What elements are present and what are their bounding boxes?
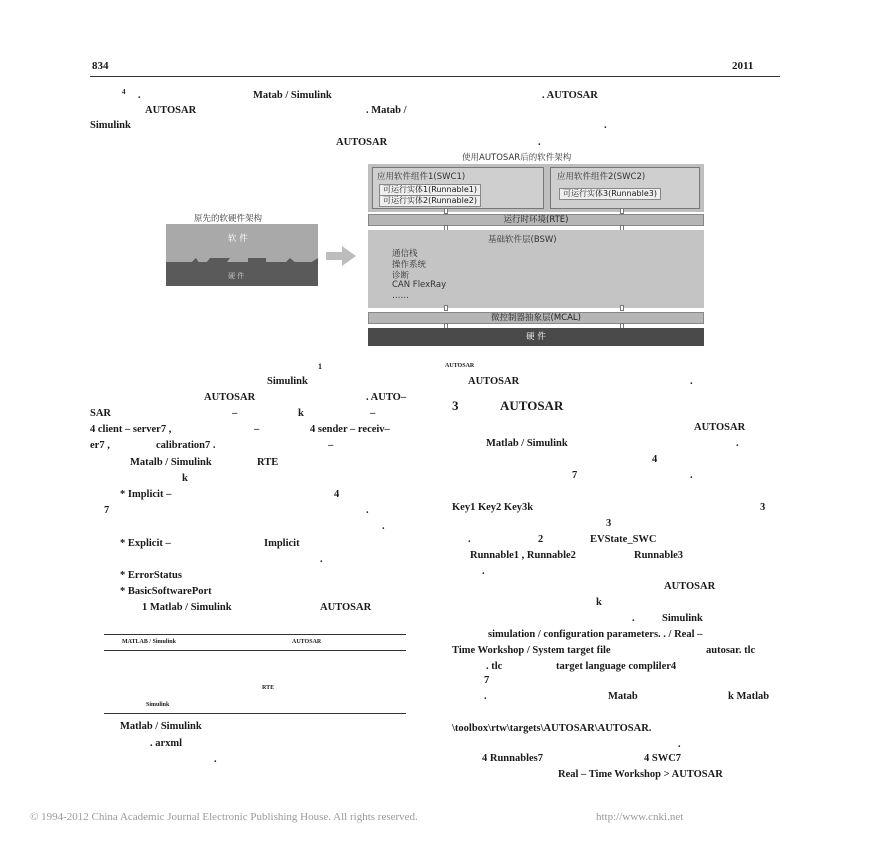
header-rule (90, 76, 780, 77)
journal-year: 2011 (732, 60, 754, 72)
body-text: Matlab / Simulink (486, 438, 568, 449)
body-text: Matalb / Simulink (130, 457, 212, 468)
body-text: 7 (572, 470, 578, 481)
body-text: – (254, 424, 260, 435)
bullet-item: * ErrorStatus (120, 570, 182, 581)
body-text: – (232, 408, 238, 419)
intro-text: . (538, 137, 541, 148)
body-text: EVState_SWC (590, 534, 657, 545)
body-text: 2 (538, 534, 544, 545)
body-text: 4 (652, 454, 658, 465)
body-text: k (182, 473, 188, 484)
bsw-title: 基础软件层(BSW) (488, 235, 557, 245)
body-text: k (298, 408, 304, 419)
body-text: Simulink (267, 376, 308, 387)
table-cell: RTE (262, 685, 275, 691)
footer-url[interactable]: http://www.cnki.net (596, 811, 684, 823)
intro-text: . Matab / (366, 105, 407, 116)
body-text: 7 (104, 505, 110, 516)
body-text: . (468, 534, 471, 545)
body-text: Key1 Key2 Key3k (452, 502, 534, 513)
body-text: AUTOSAR (204, 392, 256, 403)
application-layer (368, 164, 704, 212)
hardware-layer: 硬 件 (368, 328, 704, 346)
swc1-title: 应用软件组件1(SWC1) (377, 172, 466, 182)
bsw-item: 操作系统 (392, 260, 427, 270)
body-text: . (632, 613, 635, 624)
body-text: 3 (606, 518, 612, 529)
body-text: . (690, 470, 693, 481)
body-text: . (690, 376, 693, 387)
body-text: AUTOSAR (664, 581, 716, 592)
body-text: 4 SWC7 (644, 753, 682, 764)
old-software-label: 软 件 (228, 234, 248, 244)
body-text: Runnable1 , Runnable2 (470, 550, 576, 561)
body-text: simulation / configuration parameters. . / Real – (488, 629, 703, 640)
bullet-item: * Implicit – (120, 489, 172, 500)
bsw-item: CAN FlexRay (392, 280, 447, 290)
body-text: calibration7 . (156, 440, 216, 451)
table-header: MATLAB / Simulink (122, 639, 176, 645)
body-text: AUTOSAR (694, 422, 746, 433)
body-text: Simulink (662, 613, 703, 624)
intro-text: AUTOSAR (145, 105, 197, 116)
table-caption: 1 Matlab / Simulink (142, 602, 232, 613)
table-caption: AUTOSAR (320, 602, 372, 613)
figure-caption-number: 1 (318, 362, 322, 371)
body-text: Real – Time Workshop > AUTOSAR (558, 769, 723, 780)
body-text: . (736, 438, 739, 449)
table-rule-mid (104, 650, 406, 651)
connector (444, 305, 448, 311)
body-text: RTE (257, 457, 279, 468)
bsw-item: 通信栈 (392, 249, 418, 259)
section-number: 3 (452, 398, 459, 413)
intro-text: 4 (122, 88, 126, 96)
bullet-item: * BasicSoftwarePort (120, 586, 212, 597)
bsw-layer (368, 230, 704, 308)
figure-title-left: 原先的软硬件架构 (194, 214, 263, 224)
body-text: . (320, 554, 323, 565)
body-text: er7 , (90, 440, 110, 451)
intro-text: . (604, 120, 607, 131)
body-text: 4 Runnables7 (482, 753, 543, 764)
body-text: . tlc (486, 661, 503, 672)
body-text: . (678, 739, 681, 750)
page-number: 834 (92, 60, 109, 72)
body-text: . arxml (150, 738, 183, 749)
bsw-item: …… (392, 291, 409, 301)
body-text: 4 (334, 489, 340, 500)
section-title: AUTOSAR (500, 398, 564, 413)
body-text: 4 client – server7 , (90, 424, 172, 435)
table-cell: Simulink (146, 702, 170, 708)
intro-text: AUTOSAR (336, 137, 388, 148)
body-text: target language compliler4 (556, 661, 677, 672)
body-text: Runnable3 (634, 550, 684, 561)
bsw-item: 诊断 (392, 271, 410, 281)
body-text: \toolbox\rtw\targets\AUTOSAR\AUTOSAR. (452, 723, 652, 734)
intro-text: Simulink (90, 120, 131, 131)
body-text: . (484, 691, 487, 702)
body-text: k (596, 597, 602, 608)
intro-text: Matab / Simulink (253, 90, 332, 101)
arrow-right-icon (326, 246, 356, 266)
body-text: Implicit (264, 538, 300, 549)
copyright-footer: © 1994-2012 China Academic Journal Electronic Publishing House. All rights reserved. (30, 811, 418, 823)
connector (620, 305, 624, 311)
body-text: – (370, 408, 376, 419)
table-rule-bottom (104, 713, 406, 714)
body-text: autosar. tlc (706, 645, 756, 656)
body-text: Time Workshop / System target file (452, 645, 611, 656)
runnable1-box: 可运行实体1(Runnable1) (379, 184, 481, 196)
body-text: 4 sender – receiv– (310, 424, 390, 435)
body-text: AUTOSAR (468, 376, 520, 387)
table-rule-top (104, 634, 406, 635)
figure-title-right: 使用AUTOSAR后的软件架构 (462, 153, 572, 163)
old-architecture-block (166, 224, 318, 286)
runnable3-box: 可运行实体3(Runnable3) (559, 188, 661, 200)
body-text: . (214, 754, 217, 765)
bullet-item: * Explicit – (120, 538, 171, 549)
body-text: Matab (608, 691, 638, 702)
body-text: 7 (484, 675, 490, 686)
intro-text: . AUTOSAR (542, 90, 598, 101)
body-text: – (328, 440, 334, 451)
swc2-box (550, 167, 700, 209)
mcal-layer: 微控制器抽象层(MCAL) (368, 312, 704, 324)
body-text: k Matlab (728, 691, 770, 702)
figure-caption-text: AUTOSAR (445, 363, 475, 369)
body-text: . (366, 505, 369, 516)
body-text: 3 (760, 502, 766, 513)
swc2-title: 应用软件组件2(SWC2) (557, 172, 646, 182)
old-hardware-label: 硬 件 (228, 272, 245, 280)
table-header: AUTOSAR (292, 639, 322, 645)
body-text: SAR (90, 408, 112, 419)
runnable2-box: 可运行实体2(Runnable2) (379, 195, 481, 207)
swc1-box (372, 167, 544, 209)
body-text: . (482, 566, 485, 577)
intro-text: . (138, 90, 141, 101)
body-text: . AUTO– (366, 392, 407, 403)
body-text: Matlab / Simulink (120, 721, 202, 732)
body-text: . (382, 521, 385, 532)
rte-layer: 运行时环境(RTE) (368, 214, 704, 226)
